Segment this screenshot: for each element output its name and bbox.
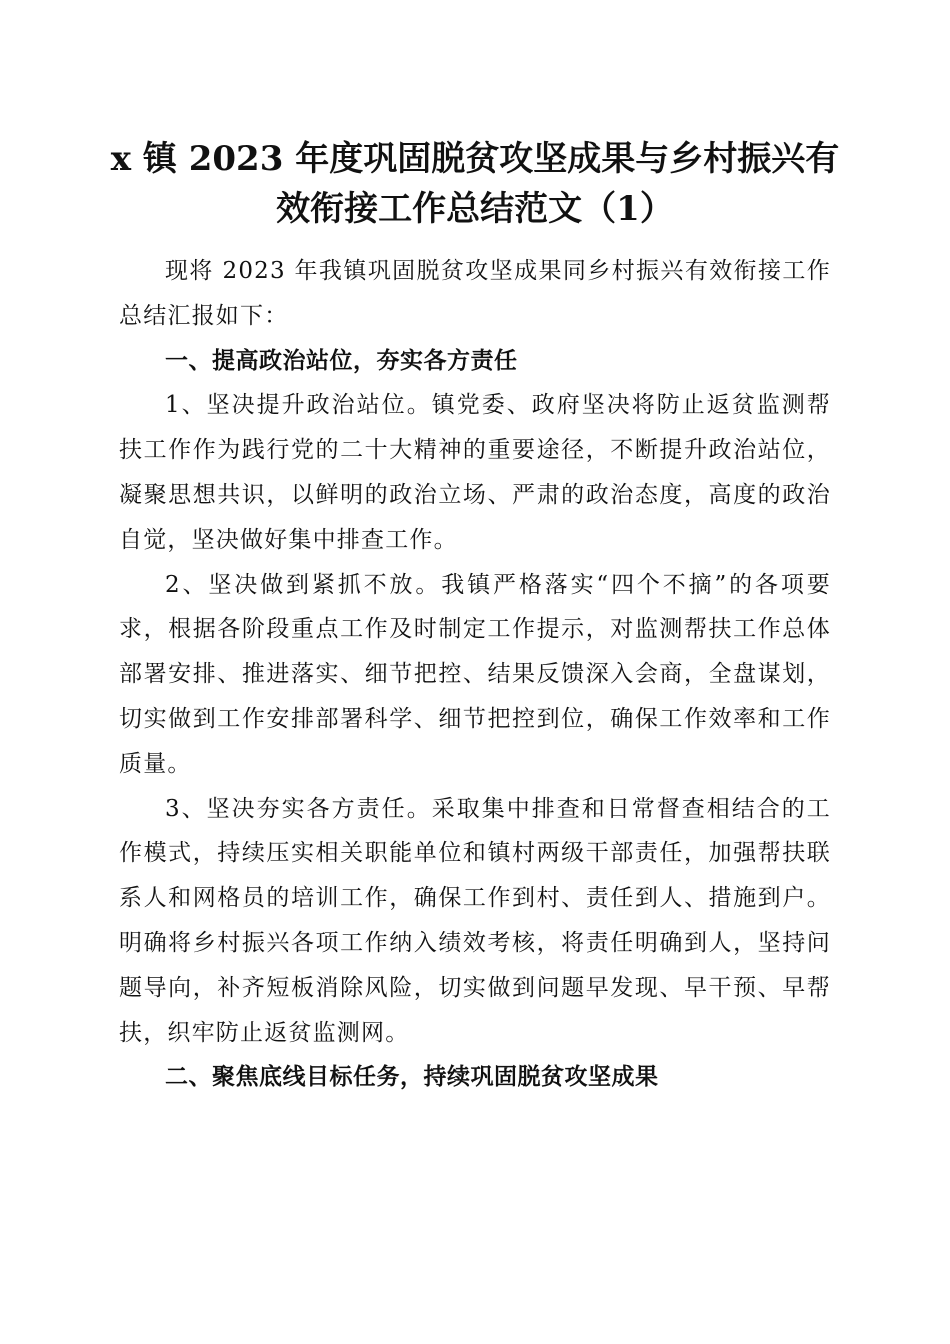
section-1-paragraph-3: 3、坚决夯实各方责任。采取集中排查和日常督查相结合的工作模式，持续压实相关职能单位和镇村两级干部责任，加强帮扶联系人和网格员的培训工作，确保工作到村、责任到人、措施到户。明确将乡村振兴各项工作纳入绩效考核，将责任明确到人，坚持问题导向，补齐短板消除风险，切实做到问题早发现、早干预、早帮扶，织牢防止返贫监测网。 — [119, 795, 831, 1046]
title-line-1: x 镇 2023 年度巩固脱贫攻坚成果与乡村振兴有 — [110, 139, 840, 179]
document-title — [80, 134, 870, 234]
section-1-heading: 一、提高政治站位，夯实各方责任 — [165, 347, 518, 374]
title-line-2: 效衔接工作总结范文（1） — [276, 189, 674, 229]
section-1-paragraph-1: 1、坚决提升政治站位。镇党委、政府坚决将防止返贫监测帮扶工作作为践行党的二十大精神的重要途径，不断提升政治站位，凝聚思想共识，以鲜明的政治立场、严肃的政治态度，高度的政治自觉，坚决做好集中排查工作。 — [119, 392, 831, 553]
intro-paragraph: 现将 2023 年我镇巩固脱贫攻坚成果同乡村振兴有效衔接工作总结汇报如下： — [119, 258, 831, 329]
document-body — [119, 249, 831, 1100]
section-1-paragraph-2: 2、坚决做到紧抓不放。我镇严格落实“四个不摘”的各项要求，根据各阶段重点工作及时制定工作提示，对监测帮扶工作总体部署安排、推进落实、细节把控、结果反馈深入会商，全盘谋划，切实做到工作安排部署科学、细节把控到位，确保工作效率和工作质量。 — [119, 571, 831, 777]
section-2-heading: 二、聚焦底线目标任务，持续巩固脱贫攻坚成果 — [165, 1064, 659, 1091]
